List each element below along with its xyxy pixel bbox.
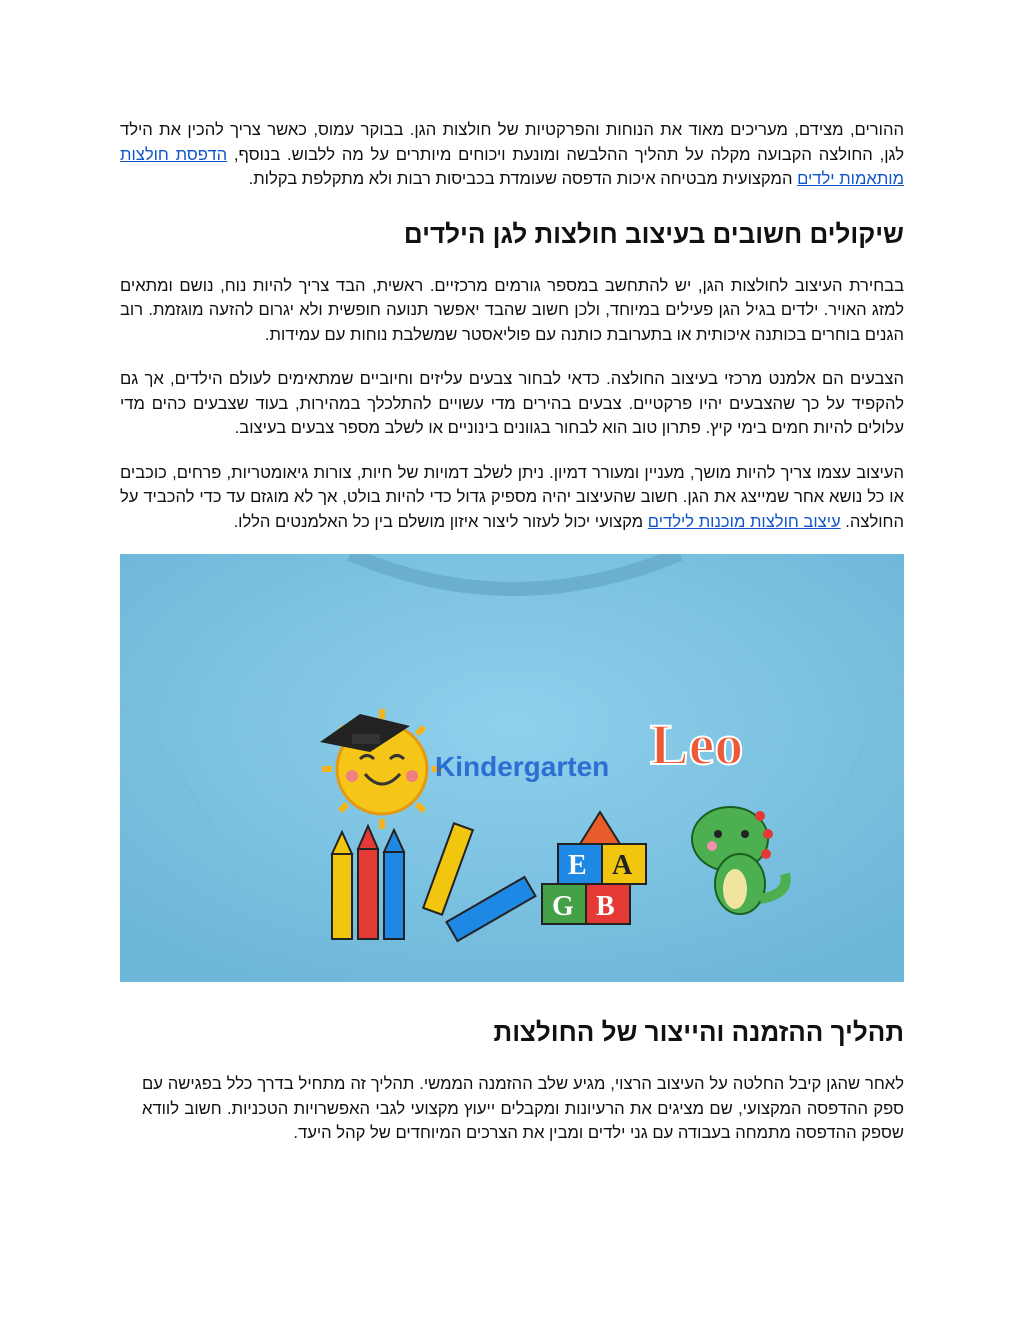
block-letter: B — [596, 891, 615, 922]
intro-text: ההורים, מצידם, מעריכים מאוד את הנוחות והפרקטיות של חולצות הגן. בבוקר עמוס, כאשר צריך להכין את הילד לגן, החולצה הקבועה מקלה על תהליך ההלבשה ומונעת ויכוחים מיותרים על מה ללבוש. בנוסף, — [120, 120, 904, 164]
block-letter: G — [552, 891, 574, 922]
design-text: העיצוב עצמו צריך להיות מושך, מעניין ומעורר דמיון. ניתן לשלב דמויות של חיות, צורות גיאומטריות, פרחים, כוכבים או כל נושא אחר שמייצג את הגן. חשוב שהעיצוב יהיה מספיק גדול כדי להיות בולט, אך לא מוגזם עד כדי להכביד על החולצה. — [120, 462, 904, 531]
block-letter: A — [612, 850, 633, 881]
paragraph-fabric: בבחירת העיצוב לחולצות הגן, יש להתחשב במספר גורמים מרכזיים. ראשית, הבד צריך להיות נוח, נושם ומתאים למזג האויר. ילדים בגיל הגן פעילים במיוחד, ולכן חשוב שהבד יאפשר תנועה חופשית ולא יגרום להזעה מוגזמת. רוב הגנים בוחרים בכותנה איכותית או בתערובת כותנה עם פוליאסטר שמשלבת נוחות עם עמידות. — [120, 275, 904, 344]
paragraph-design — [120, 461, 904, 535]
kindergarten-shirt-image — [120, 554, 904, 982]
section-heading-ordering: תהליך ההזמנה והייצור של החולצות — [493, 1017, 904, 1047]
paragraph-colors: הצבעים הם אלמנט מרכזי בעיצוב החולצה. כדאי לבחור צבעים עליזים וחיוביים שמתאימים לעולם הילדים, אך גם להקפיד על כך שהצבעים יהיו פרקטיים. צבעים בהירים מדי עשויים להתלכלך במהירות, בעוד שצבעים כהים מדי עלולים להיות חמים בימי קיץ. פתרון טוב הוא לבחור בגוונים בינוניים או לשלב מספר צבעים בעיצוב. — [120, 369, 904, 437]
block-letter: E — [568, 850, 587, 881]
article — [120, 118, 904, 1166]
intro-text-end: המקצועית מבטיחה איכות הדפסה שעומדת בכביסות רבות ולא מתקלפת בקלות. — [248, 169, 798, 188]
ready-kids-shirt-design-link[interactable]: עיצוב חולצות מוכנות לילדים — [647, 511, 841, 531]
name-print-text: Leo — [650, 712, 744, 777]
kindergarten-print-text: Kindergarten — [435, 751, 610, 782]
section-heading-design: שיקולים חשובים בעיצוב חולצות לגן הילדים — [403, 218, 904, 249]
intro-paragraph — [120, 118, 904, 192]
paragraph-ordering: לאחר שהגן קיבל החלטה על העיצוב הרצוי, מגיע שלב ההזמנה הממשי. תהליך זה מתחיל בדרך כלל בפגישה עם ספק ההדפסה המקצועי, שם מציגים את הרעיונות ומקבלים ייעוץ מקצועי לגבי האפשרויות הטכניות. חשוב לוודא שספק ההדפסה מתמחה בעבודה עם גני ילדים ומבין את הצרכים המיוחדים של קהל היעד. — [142, 1074, 904, 1142]
design-text-end: מקצועי יכול לעזור ליצור איזון מושלם בין כל האלמנטים הללו. — [233, 511, 648, 531]
custom-kids-shirt-printing-link[interactable]: הדפסת חולצות מותאמות ילדים — [120, 144, 904, 188]
